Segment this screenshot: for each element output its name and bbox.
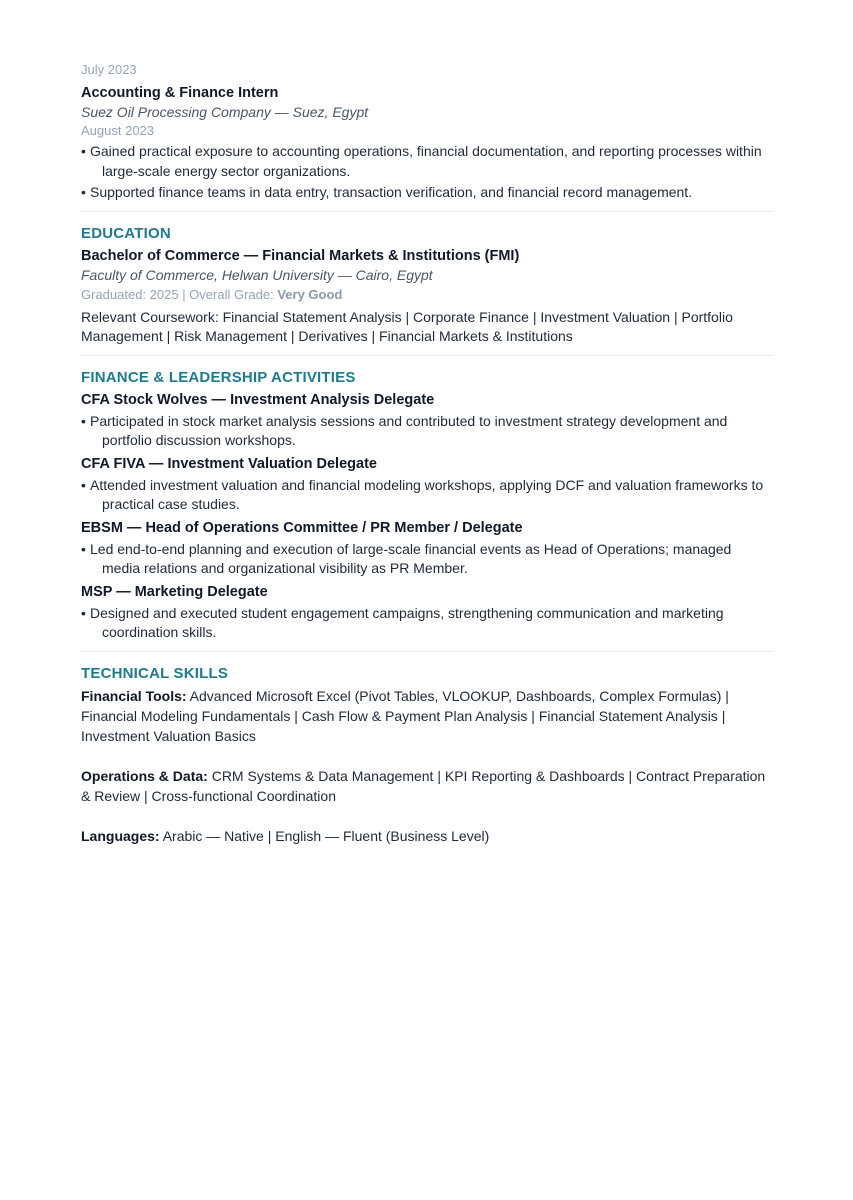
degree-title: Bachelor of Commerce — Financial Markets & Institutions (FMI) [81, 247, 520, 264]
activities-section [81, 368, 773, 643]
activity-bullet: • Attended investment valuation and financial modeling workshops, applying DCF and valuation frameworks to practical case studies. [81, 476, 764, 512]
activity-title: CFA FIVA — Investment Valuation Delegate [81, 455, 377, 472]
activity-bullet: • Participated in stock market analysis sessions and contributed to investment strategy development and portfolio discussion workshops. [81, 412, 728, 448]
resume-page [81, 61, 773, 846]
section-divider [81, 355, 773, 356]
activity-entry [81, 582, 773, 643]
activity-entry [81, 390, 773, 451]
end-date: August 2023 [81, 123, 155, 138]
bullet-glyph: • [81, 143, 86, 159]
bullet-glyph: • [81, 476, 86, 493]
bullet-glyph: • [81, 540, 86, 557]
activity-bullet: • Designed and executed student engagement campaigns, strengthening communication and marketing coordination skills. [81, 604, 724, 640]
skill-label: Operations & Data: [81, 767, 208, 784]
graduation-info: Graduated: 2025 | Overall Grade: Very Good [81, 286, 343, 302]
activity-entry [81, 518, 773, 579]
experience-bullet: • Gained practical exposure to accounting operations, financial documentation, and reporting processes within large-scale energy sector organizations. [81, 143, 762, 179]
skill-operations [81, 766, 773, 806]
section-heading: FINANCE & LEADERSHIP ACTIVITIES [81, 368, 356, 386]
company: Suez Oil Processing Company — Suez, Egypt [81, 104, 369, 120]
overall-grade: Very Good [277, 286, 343, 302]
bullet-glyph: • [81, 412, 86, 429]
skill-text: CRM Systems & Data Management | KPI Reporting & Dashboards | Contract Preparation & Review | Cross-functional Coordination [81, 767, 766, 804]
activity-bullet: • Led end-to-end planning and execution of large-scale financial events as Head of Operations; managed media relations and organizational visibility as PR Member. [81, 540, 732, 576]
skill-financial-tools [81, 686, 773, 746]
section-heading: TECHNICAL SKILLS [81, 664, 229, 682]
activity-entry [81, 454, 773, 515]
activity-title: EBSM — Head of Operations Committee / PR Member / Delegate [81, 519, 523, 536]
school: Faculty of Commerce, Helwan University — Cairo, Egypt [81, 266, 433, 283]
activity-title: MSP — Marketing Delegate [81, 583, 268, 600]
start-date: July 2023 [81, 62, 137, 77]
coursework: Relevant Coursework: Financial Statement Analysis | Corporate Finance | Investment Valuation | Portfolio Management | Risk Management | Derivatives | Financial Markets & Institutions [81, 308, 733, 344]
experience-bullet: • Supported finance teams in data entry, transaction verification, and financial record management. [81, 183, 773, 203]
section-heading: EDUCATION [81, 224, 171, 242]
skill-languages [81, 826, 773, 846]
skill-text: Arabic — Native | English — Fluent (Business Level) [162, 827, 490, 844]
skill-text: Advanced Microsoft Excel (Pivot Tables, VLOOKUP, Dashboards, Complex Formulas) | Financial Modeling Fundamentals | Cash Flow & Payment Plan Analysis | Financial Statement Analysis | Investment Valuation Basics [81, 687, 729, 744]
section-divider [81, 211, 773, 212]
skill-label: Financial Tools: [81, 687, 187, 704]
skill-label: Languages: [81, 827, 160, 844]
bullet-glyph: • [81, 184, 86, 200]
bullet-glyph: • [81, 604, 86, 621]
skills-section [81, 664, 773, 846]
experience-entry [81, 61, 773, 203]
section-divider [81, 651, 773, 652]
education-section [81, 224, 773, 347]
activity-title: CFA Stock Wolves — Investment Analysis Delegate [81, 391, 435, 408]
job-title: Accounting & Finance Intern [81, 85, 279, 101]
